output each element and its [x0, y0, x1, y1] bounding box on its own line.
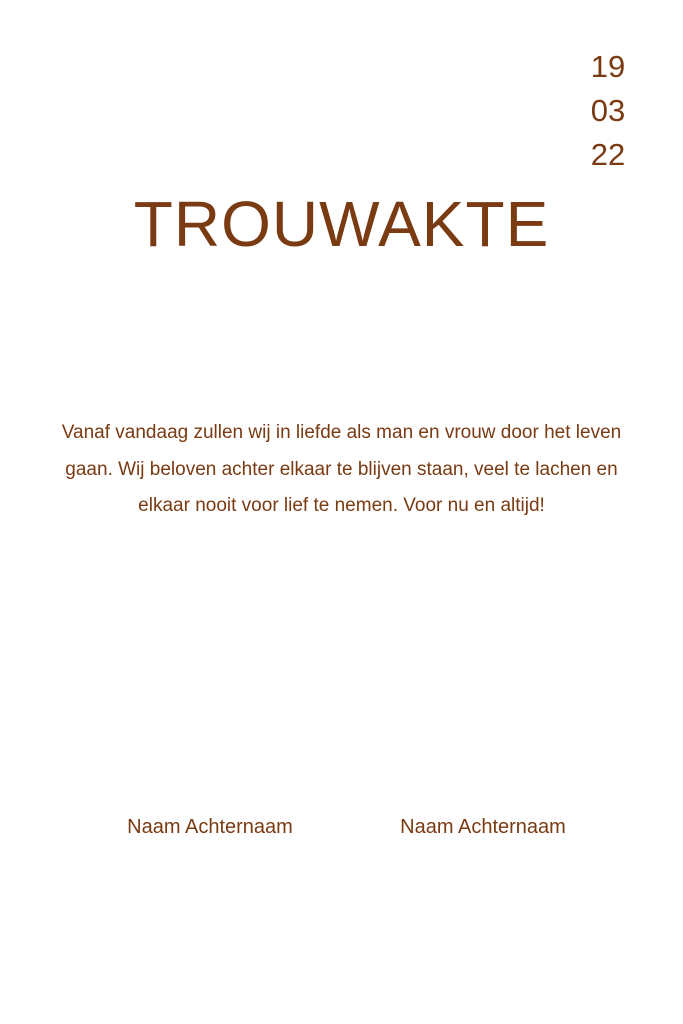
date-block [572, 45, 644, 177]
date-month: 03 [590, 93, 626, 128]
signature-name-right: Naam Achternaam [400, 816, 566, 838]
vow-text: Vanaf vandaag zullen wij in liefde als man en vrouw door het leven gaan. Wij beloven achter elkaar te blijven staan, veel te lachen en elkaar nooit voor lief te nemen. Voor nu en altijd! [61, 422, 622, 516]
signature-name-left: Naam Achternaam [127, 816, 293, 838]
date-day: 19 [590, 49, 626, 84]
date-year: 22 [590, 137, 626, 172]
page-title: TROUWAKTE [133, 188, 550, 260]
